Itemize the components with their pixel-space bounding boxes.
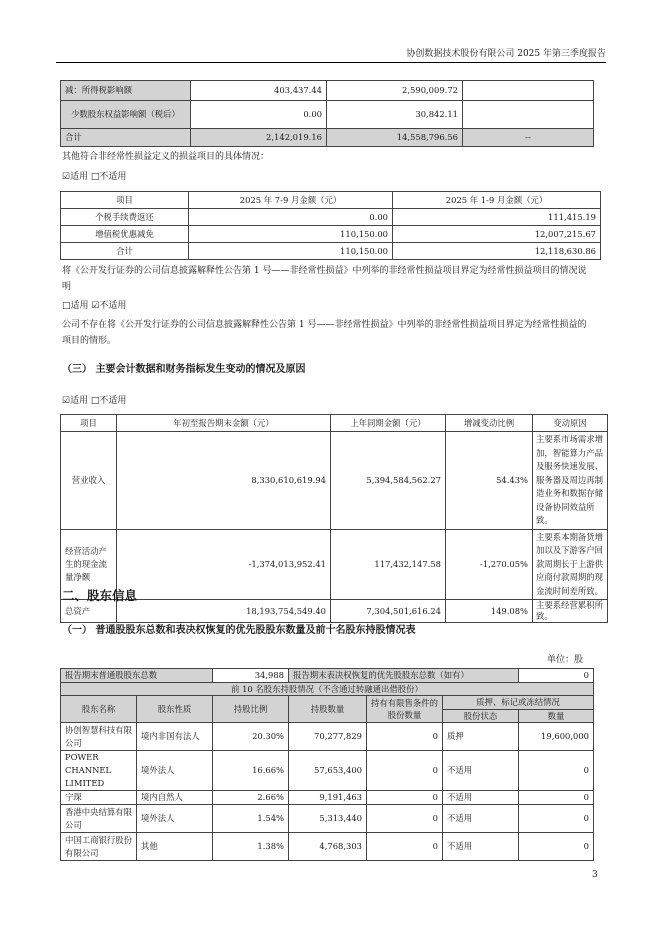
financial-changes-table: [60, 414, 608, 623]
ytd-value: 111,415.19: [393, 209, 601, 226]
item-cell: 合计: [61, 243, 189, 260]
ytd-value: 12,007,215.67: [393, 226, 601, 243]
holder-ratio: 20.30%: [213, 723, 289, 751]
holder-restricted: 0: [367, 805, 443, 833]
prior-value: 117,432,147.58: [331, 529, 446, 600]
holder-ratio: 16.66%: [213, 751, 289, 791]
holder-ratio: 1.54%: [213, 805, 289, 833]
prior-value: 7,304,501,616.24: [331, 600, 446, 623]
reclassification-statement: 公司不存在将《公开发行证券的公司信息披露解释性公告第 1 号——非经常性损益》中列举的非经常性损益项目界定为经常性损益的项目的情形。: [62, 320, 587, 346]
table-row: [61, 751, 594, 791]
table-row: [61, 723, 594, 751]
current-value: -1,374,013,952.41: [117, 529, 331, 600]
change-reason: 主要系经营累积所致。: [533, 600, 608, 623]
non-recurring-table-tail: [60, 80, 594, 147]
holder-pledged: 0: [519, 833, 594, 861]
table-row: [61, 529, 608, 600]
section-3-title: （三） 主要会计数据和财务指标发生变动的情况及原因: [62, 364, 306, 375]
table-row: [61, 600, 608, 623]
holder-pledged: 19,600,000: [519, 723, 594, 751]
q3-value: 110,150.00: [189, 226, 393, 243]
col-header: 增减变动比例: [446, 415, 533, 432]
item-cell: 增值税优惠减免: [61, 226, 189, 243]
section-2-title: 二、股东信息: [62, 588, 138, 603]
table-row: [61, 669, 594, 683]
holder-ratio: 2.66%: [213, 791, 289, 805]
col-header: 股东性质: [137, 696, 213, 723]
table-row: [61, 209, 601, 226]
col-header: 年初至报告期末金额（元）: [117, 415, 331, 432]
page-number: 3: [592, 870, 598, 880]
holder-ratio: 1.38%: [213, 833, 289, 861]
change-reason: 主要系市场需求增加，智能算力产品及服务快速发展、服务器及周边再制造业务和数据存储设备协同效益所致。: [533, 432, 608, 530]
holder-pledged: 0: [519, 751, 594, 791]
col-header: 持股数量: [289, 696, 367, 723]
holder-status: 不适用: [443, 833, 519, 861]
other-items-intro: 其他符合非经常性损益定义的损益项目的具体情况：: [62, 152, 270, 162]
note-value: [463, 81, 594, 101]
holder-restricted: 0: [367, 791, 443, 805]
change-pct: -1,270.05%: [446, 529, 533, 600]
q3-value: 0.00: [189, 209, 393, 226]
top10-title: 前 10 名股东持股情况（不含通过转融通出借股份）: [61, 683, 594, 696]
holder-pledged: 0: [519, 805, 594, 833]
item-cell: 经营活动产生的现金流量净额: [61, 529, 117, 600]
col-header: 质押、标记或冻结情况: [443, 696, 594, 710]
holder-qty: 70,277,829: [289, 723, 367, 751]
table-header-row: [61, 415, 608, 432]
change-reason: 主要系本期备货增加以及下游客户回款周期长于上游供应商付款周期的现金流时间差所致。: [533, 529, 608, 600]
table-row: [61, 805, 594, 833]
ytd-value: 30,842.11: [327, 101, 463, 129]
section-2-1-title: （一） 普通股股东总数和表决权恢复的优先股股东数量及前十名股东持股情况表: [62, 625, 416, 636]
ytd-value: 12,118,630.86: [393, 243, 601, 260]
other-items-table: [60, 191, 601, 260]
holder-status: 不适用: [443, 791, 519, 805]
holder-pledged: 0: [519, 791, 594, 805]
holder-qty: 9,191,463: [289, 791, 367, 805]
holder-status: 不适用: [443, 751, 519, 791]
current-value: 18,193,754,549.40: [117, 600, 331, 623]
table-row: [61, 129, 594, 147]
q3-value: 2,142,019.16: [191, 129, 327, 147]
item-cell: 个税手续费返还: [61, 209, 189, 226]
holder-restricted: 0: [367, 751, 443, 791]
ytd-value: 14,558,796.56: [327, 129, 463, 147]
holder-restricted: 0: [367, 833, 443, 861]
table-row: [61, 432, 608, 530]
col-header: 2025 年 1-9 月金额（元）: [393, 192, 601, 209]
holder-qty: 5,313,440: [289, 805, 367, 833]
holder-restricted: 0: [367, 723, 443, 751]
pref-holders-value: 0: [519, 669, 594, 683]
ytd-value: 2,590,009.72: [327, 81, 463, 101]
current-value: 8,330,610,619.94: [117, 432, 331, 530]
row-label: 减：所得税影响额: [61, 81, 191, 101]
header-rule: [56, 62, 606, 63]
holder-name: 宁琛: [61, 791, 137, 805]
holder-nature: 境内非国有法人: [137, 723, 213, 751]
reclassification-note: 将《公开发行证券的公司信息披露解释性公告第 1 号——非经常性损益》中列举的非经常性损益项目界定为经常性损益项目的情况说明: [62, 266, 587, 292]
col-header: 项目: [61, 192, 189, 209]
prior-value: 5,394,584,562.27: [331, 432, 446, 530]
col-header: 上年同期金额（元）: [331, 415, 446, 432]
col-header: 数量: [519, 710, 594, 723]
shareholders-table: [60, 668, 594, 861]
applicable-checkbox-2: □适用 ☑不适用: [62, 301, 127, 311]
table-row: [61, 683, 594, 696]
table-row: [61, 791, 594, 805]
unit-label: 单位：股: [547, 655, 584, 665]
table-row: [61, 226, 601, 243]
total-holders-label: 报告期末普通股股东总数: [61, 669, 213, 683]
note-value: --: [463, 129, 594, 147]
holder-nature: 其他: [137, 833, 213, 861]
applicable-checkbox-3: ☑适用 □不适用: [62, 396, 127, 406]
change-pct: 149.08%: [446, 600, 533, 623]
holder-name: 香港中央结算有限公司: [61, 805, 137, 833]
col-header: 变动原因: [533, 415, 608, 432]
holder-status: 质押: [443, 723, 519, 751]
row-label: 少数股东权益影响额（税后）: [61, 101, 191, 129]
note-value: [463, 101, 594, 129]
holder-nature: 境外法人: [137, 805, 213, 833]
item-cell: 总资产: [61, 600, 117, 623]
col-header: 持有有限售条件的股份数量: [367, 696, 443, 723]
total-holders-value: 34,988: [213, 669, 289, 683]
row-label: 合计: [61, 129, 191, 147]
table-row: [61, 101, 594, 129]
table-header-row: [61, 192, 601, 209]
change-pct: 54.43%: [446, 432, 533, 530]
q3-value: 403,437.44: [191, 81, 327, 101]
pref-holders-label: 报告期末表决权恢复的优先股股东总数（如有）: [289, 669, 519, 683]
holder-qty: 57,653,400: [289, 751, 367, 791]
holder-nature: 境外法人: [137, 751, 213, 791]
holder-qty: 4,768,303: [289, 833, 367, 861]
col-header: 股东名称: [61, 696, 137, 723]
table-row: [61, 81, 594, 101]
applicable-checkbox-1: ☑适用 □不适用: [62, 172, 127, 182]
q3-value: 110,150.00: [189, 243, 393, 260]
q3-value: 0.00: [191, 101, 327, 129]
col-header: 持股比例: [213, 696, 289, 723]
table-row: [61, 833, 594, 861]
holder-status: 不适用: [443, 805, 519, 833]
holder-nature: 境内自然人: [137, 791, 213, 805]
col-header: 项目: [61, 415, 117, 432]
col-header: 2025 年 7-9 月金额（元）: [189, 192, 393, 209]
table-header-row: [61, 696, 594, 710]
col-header: 股份状态: [443, 710, 519, 723]
holder-name: 协创智慧科技有限公司: [61, 723, 137, 751]
item-cell: 营业收入: [61, 432, 117, 530]
page-header: 协创数据技术股份有限公司 2025 年第三季度报告: [406, 49, 606, 59]
holder-name: POWER CHANNEL LIMITED: [61, 751, 137, 791]
holder-name: 中国工商银行股份有限公司: [61, 833, 137, 861]
table-row: [61, 243, 601, 260]
